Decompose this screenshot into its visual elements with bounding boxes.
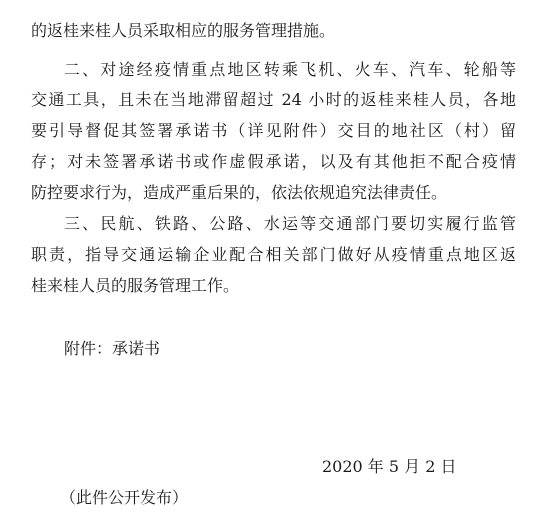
disclosure-note: （此件公开发布）: [60, 488, 189, 507]
paragraph-2-line-5: 防控要求行为，造成严重后果的，依法依规追究法律责任。: [31, 183, 448, 202]
paragraph-3-line-3: 桂来桂人员的服务管理工作。: [31, 276, 240, 295]
issue-date: 2020 年 5 月 2 日: [322, 457, 457, 476]
paragraph-3-line-2: 职责，指导交通运输企业配合相关部门做好从疫情重点地区返: [31, 245, 516, 264]
paragraph-2-line-4: 存；对未签署承诺书或作虚假承诺，以及有其他拒不配合疫情: [31, 152, 516, 171]
paragraph-2-line-1: 二、对途经疫情重点地区转乘飞机、火车、汽车、轮船等: [64, 60, 516, 79]
paragraph-2-line-2: 交通工具，且未在当地滞留超过 24 小时的返桂来桂人员，各地: [31, 90, 516, 109]
paragraph-3-line-1: 三、民航、铁路、公路、水运等交通部门要切实履行监管: [64, 214, 516, 233]
paragraph-2-line-3: 要引导督促其签署承诺书（详见附件）交目的地社区（村）留: [31, 121, 516, 140]
attachment-note: 附件：承诺书: [64, 339, 161, 358]
paragraph-1-tail: 的返桂来桂人员采取相应的服务管理措施。: [31, 21, 336, 40]
